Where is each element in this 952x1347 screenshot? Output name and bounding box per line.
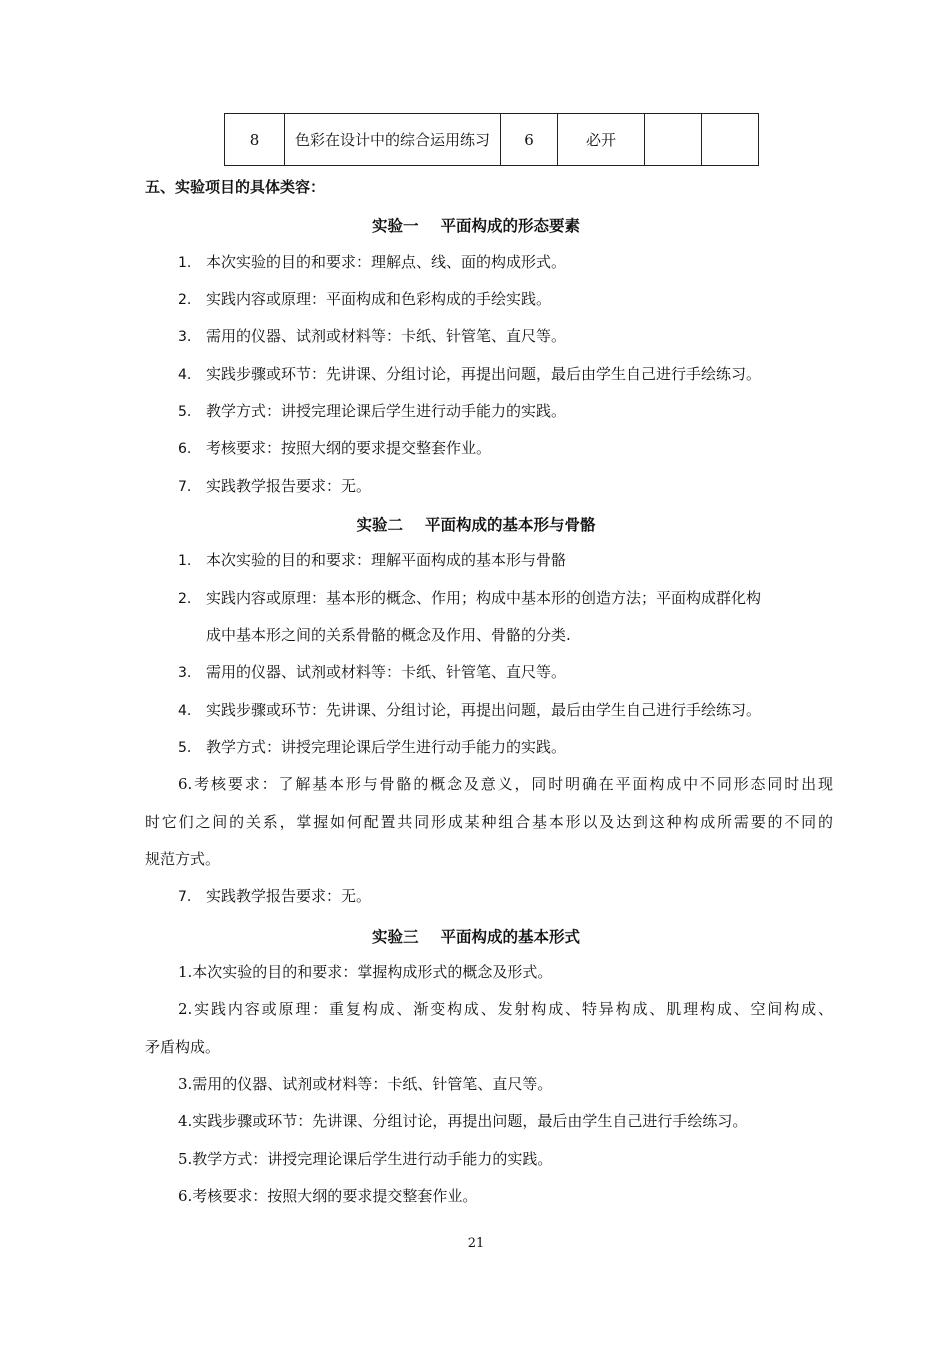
paragraph-line: 3.需用的仪器、试剂或材料等：卡纸、针管笔、直尺等。 [178, 1075, 553, 1093]
experiment-2-title [0, 513, 952, 535]
list-item: 7. 实践教学报告要求：无。 [178, 887, 372, 905]
paragraph-line: 矛盾构成。 [145, 1038, 221, 1056]
table-cell-number: 8 [225, 114, 285, 166]
list-item: 6. 考核要求：按照大纲的要求提交整套作业。 [178, 439, 492, 457]
experiment-3-title [0, 925, 952, 947]
experiment-2-label: 实验二 [356, 516, 403, 534]
experiment-2-name: 平面构成的基本形与骨骼 [425, 516, 596, 534]
list-item: 4. 实践步骤或环节：先讲课、分组讨论，再提出问题，最后由学生自己进行手绘练习。 [178, 365, 762, 383]
experiment-1-label: 实验一 [371, 217, 419, 235]
table-cell-type: 必开 [558, 114, 645, 166]
paragraph-line: 4.实践步骤或环节：先讲课、分组讨论，再提出问题，最后由学生自己进行手绘练习。 [178, 1112, 748, 1130]
experiment-1-name: 平面构成的形态要素 [440, 217, 581, 235]
course-table [224, 113, 759, 166]
paragraph-line: 规范方式。 [145, 850, 221, 868]
paragraph-line: 6.考核要求：按照大纲的要求提交整套作业。 [178, 1187, 478, 1205]
paragraph-line: 6.考核要求：了解基本形与骨骼的概念及意义，同时明确在平面构成中不同形态同时出现 [178, 775, 833, 793]
paragraph-line: 时它们之间的关系，掌握如何配置共同形成某种组合基本形以及达到这种构成所需要的不同的 [145, 813, 833, 831]
table-cell-name: 色彩在设计中的综合运用练习 [285, 114, 501, 166]
experiment-1-title [0, 214, 952, 236]
list-item: 2. 实践内容或原理：基本形的概念、作用；构成中基本形的创造方法；平面构成群化构 [178, 589, 762, 607]
list-item: 5. 教学方式：讲授完理论课后学生进行动手能力的实践。 [178, 738, 567, 756]
list-item: 2. 实践内容或原理：平面构成和色彩构成的手绘实践。 [178, 290, 552, 308]
list-item: 5. 教学方式：讲授完理论课后学生进行动手能力的实践。 [178, 402, 567, 420]
experiment-3-label: 实验三 [371, 928, 419, 946]
paragraph-line: 5.教学方式：讲授完理论课后学生进行动手能力的实践。 [178, 1150, 553, 1168]
list-item: 1. 本次实验的目的和要求：理解点、线、面的构成形式。 [178, 253, 567, 271]
list-item: 4. 实践步骤或环节：先讲课、分组讨论，再提出问题，最后由学生自己进行手绘练习。 [178, 701, 762, 719]
section-heading: 五、实验项目的具体类容： [145, 178, 326, 196]
list-item-continuation: 成中基本形之间的关系骨骼的概念及作用、骨骼的分类. [206, 626, 571, 644]
table-row [225, 114, 759, 166]
list-item: 1. 本次实验的目的和要求：理解平面构成的基本形与骨骼 [178, 551, 567, 569]
list-item: 7. 实践教学报告要求：无。 [178, 477, 372, 495]
paragraph-line: 2.实践内容或原理：重复构成、渐变构成、发射构成、特异构成、肌理构成、空间构成、 [178, 1000, 833, 1018]
list-item: 3. 需用的仪器、试剂或材料等：卡纸、针管笔、直尺等。 [178, 663, 567, 681]
list-item: 3. 需用的仪器、试剂或材料等：卡纸、针管笔、直尺等。 [178, 327, 567, 345]
paragraph-line: 1.本次实验的目的和要求：掌握构成形式的概念及形式。 [178, 963, 553, 981]
table-cell-hours: 6 [501, 114, 558, 166]
experiment-3-name: 平面构成的基本形式 [440, 928, 581, 946]
table-cell-empty [702, 114, 759, 166]
page-number: 21 [467, 1236, 485, 1251]
table-cell-empty [645, 114, 702, 166]
